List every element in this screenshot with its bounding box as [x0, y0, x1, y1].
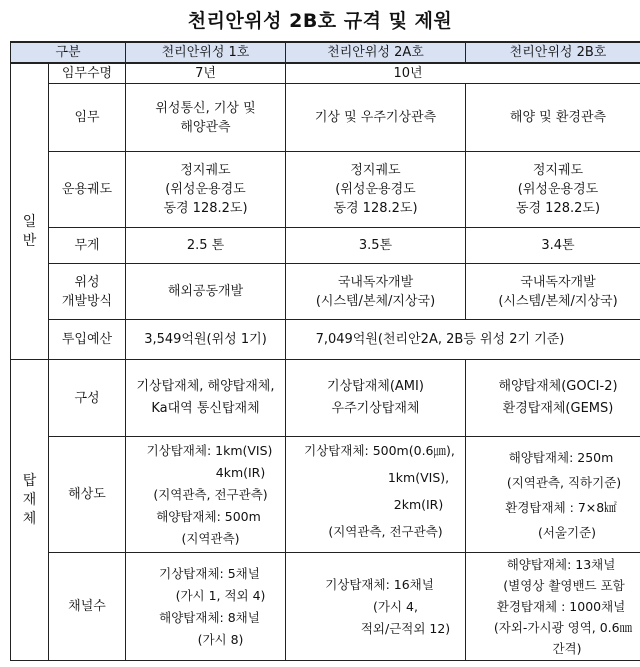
cell-line: 해양탑재체: 8채널	[159, 609, 260, 625]
cell-line: 해양탑재체(GOCI-2)	[498, 379, 618, 394]
row-channels	[11, 553, 640, 661]
cell-line: 기상탑재체: 500m(0.6㎛),	[304, 443, 455, 458]
cell-line: 환경탑재체 : 1000채널	[496, 599, 626, 614]
cell-col1	[126, 152, 286, 228]
cell-line: (가시 1, 적외 4)	[175, 587, 266, 603]
cell-line: 우주기상탑재체	[331, 401, 420, 416]
row-label: 무게	[49, 228, 126, 264]
cell-col2	[286, 437, 466, 553]
group-payload-char: 탑	[22, 472, 37, 489]
cell-col1: 2.5 톤	[126, 228, 286, 264]
group-payload-char: 재	[22, 491, 37, 508]
cell-col3: 해양 및 환경관측	[466, 84, 640, 152]
cell-text: 7,049억원(천리안2A, 2B등 위성 2기 기준)	[315, 332, 565, 347]
row-label: 구성	[49, 360, 126, 437]
cell-line: (지역관측, 전구관측)	[328, 524, 443, 539]
cell-line: Ka대역 통신탑재체	[151, 401, 260, 416]
page-title: 천리안위성 2B호 규격 및 제원	[187, 10, 453, 32]
header-row	[11, 42, 640, 63]
cell-line: (자외-가시광 영역, 0.6㎚	[493, 620, 633, 635]
cell-line: 정지궤도	[180, 163, 231, 178]
group-general-char: 일	[22, 213, 37, 230]
cell-line: 위성통신, 기상 및	[155, 100, 256, 116]
cell-line: 동경 128.2도)	[333, 201, 418, 216]
header-col3: 천리안위성 2B호	[466, 42, 640, 63]
row-development	[11, 264, 640, 320]
cell-line: 2km(IR)	[393, 497, 444, 512]
cell-line: 간격)	[552, 641, 582, 656]
cell-col2	[286, 152, 466, 228]
row-composition	[11, 360, 640, 437]
header-category: 구분	[11, 42, 126, 63]
cell-col23	[286, 320, 640, 360]
cell-col2: 3.5톤	[286, 228, 466, 264]
cell-line: 해양탑재체: 250m	[508, 449, 614, 465]
cell-line: (가시 8)	[197, 631, 244, 647]
group-general-char: 반	[22, 232, 37, 249]
cell-line: (시스템/본체/지상국)	[315, 293, 436, 309]
cell-line: (서울기준)	[537, 524, 597, 540]
header-col2: 천리안위성 2A호	[286, 42, 466, 63]
cell-line: (위성운용경도	[335, 182, 416, 197]
cell-line: (위성운용경도	[517, 182, 599, 197]
cell-line: (지역관측)	[181, 530, 240, 546]
row-label	[49, 264, 126, 320]
cell-col1: 7년	[126, 63, 286, 84]
group-payload	[11, 360, 49, 661]
row-budget	[11, 320, 640, 360]
cell-line: (지역관측, 전구관측)	[153, 486, 268, 502]
cell-line: 기상탑재체, 해양탑재체,	[136, 379, 275, 394]
row-resolution	[11, 437, 640, 553]
cell-col3	[466, 437, 640, 553]
cell-col1	[126, 553, 286, 661]
cell-line: 동경 128.2도)	[163, 201, 248, 216]
cell-col2: 기상 및 우주기상관측	[286, 84, 466, 152]
row-weight	[11, 228, 640, 264]
cell-col2	[286, 553, 466, 661]
row-label: 채널수	[49, 553, 126, 661]
row-label: 임무	[49, 84, 126, 152]
group-payload-char: 체	[22, 510, 37, 527]
cell-col3	[466, 264, 640, 320]
cell-col3	[466, 152, 640, 228]
cell-col2	[286, 360, 466, 437]
row-orbit	[11, 152, 640, 228]
cell-line: 정지궤도	[532, 163, 584, 178]
cell-line: (지역관측, 직하기준)	[506, 474, 622, 490]
cell-col1	[126, 84, 286, 152]
cell-col1	[126, 360, 286, 437]
cell-line: 기상탑재체: 1km(VIS)	[146, 442, 273, 458]
cell-line: 해양탑재체: 500m	[156, 508, 261, 524]
cell-col3: 3.4톤	[466, 228, 640, 264]
cell-line: 해양관측	[180, 119, 231, 135]
cell-line: 적외/근적외 12)	[360, 620, 451, 636]
cell-line: 4km(IR)	[215, 464, 266, 480]
cell-line: 기상탑재체: 5채널	[159, 565, 260, 581]
row-label: 운용궤도	[49, 152, 126, 228]
cell-line: 1km(VIS),	[387, 470, 450, 485]
row-mission	[11, 84, 640, 152]
row-label: 투입예산	[49, 320, 126, 360]
label-line: 위성	[74, 274, 100, 290]
cell-col2	[286, 264, 466, 320]
cell-line: (가시 4,	[373, 598, 418, 614]
cell-line: (위성운용경도	[165, 182, 246, 197]
cell-text: 10년	[393, 66, 423, 81]
cell-line: 동경 128.2도)	[515, 201, 601, 216]
cell-line: 국내독자개발	[337, 274, 414, 290]
spec-table	[10, 41, 640, 661]
cell-col1: 3,549억원(위성 1기)	[126, 320, 286, 360]
row-label: 임무수명	[49, 63, 126, 84]
cell-line: (시스템/본체/지상국)	[498, 293, 618, 309]
cell-col3	[466, 553, 640, 661]
cell-line: 환경탑재체 : 7×8㎢	[505, 499, 617, 515]
cell-col3	[466, 360, 640, 437]
cell-col1	[126, 437, 286, 553]
cell-line: 해양탑재체: 13채널	[506, 557, 616, 572]
cell-line: 국내독자개발	[520, 274, 596, 290]
group-general	[11, 63, 49, 360]
header-col1: 천리안위성 1호	[126, 42, 286, 63]
cell-col23	[286, 63, 640, 84]
cell-line: 환경탑재체(GEMS)	[502, 401, 614, 416]
cell-line: 기상탑재체(AMI)	[327, 379, 424, 394]
row-lifetime	[11, 63, 640, 84]
cell-line: 정지궤도	[350, 163, 401, 178]
cell-line: 기상탑재체: 16채널	[325, 576, 434, 592]
cell-col1: 해외공동개발	[126, 264, 286, 320]
cell-line: (별영상 촬영밴드 포함	[503, 578, 625, 593]
row-label: 해상도	[49, 437, 126, 553]
label-line: 개발방식	[61, 293, 113, 309]
